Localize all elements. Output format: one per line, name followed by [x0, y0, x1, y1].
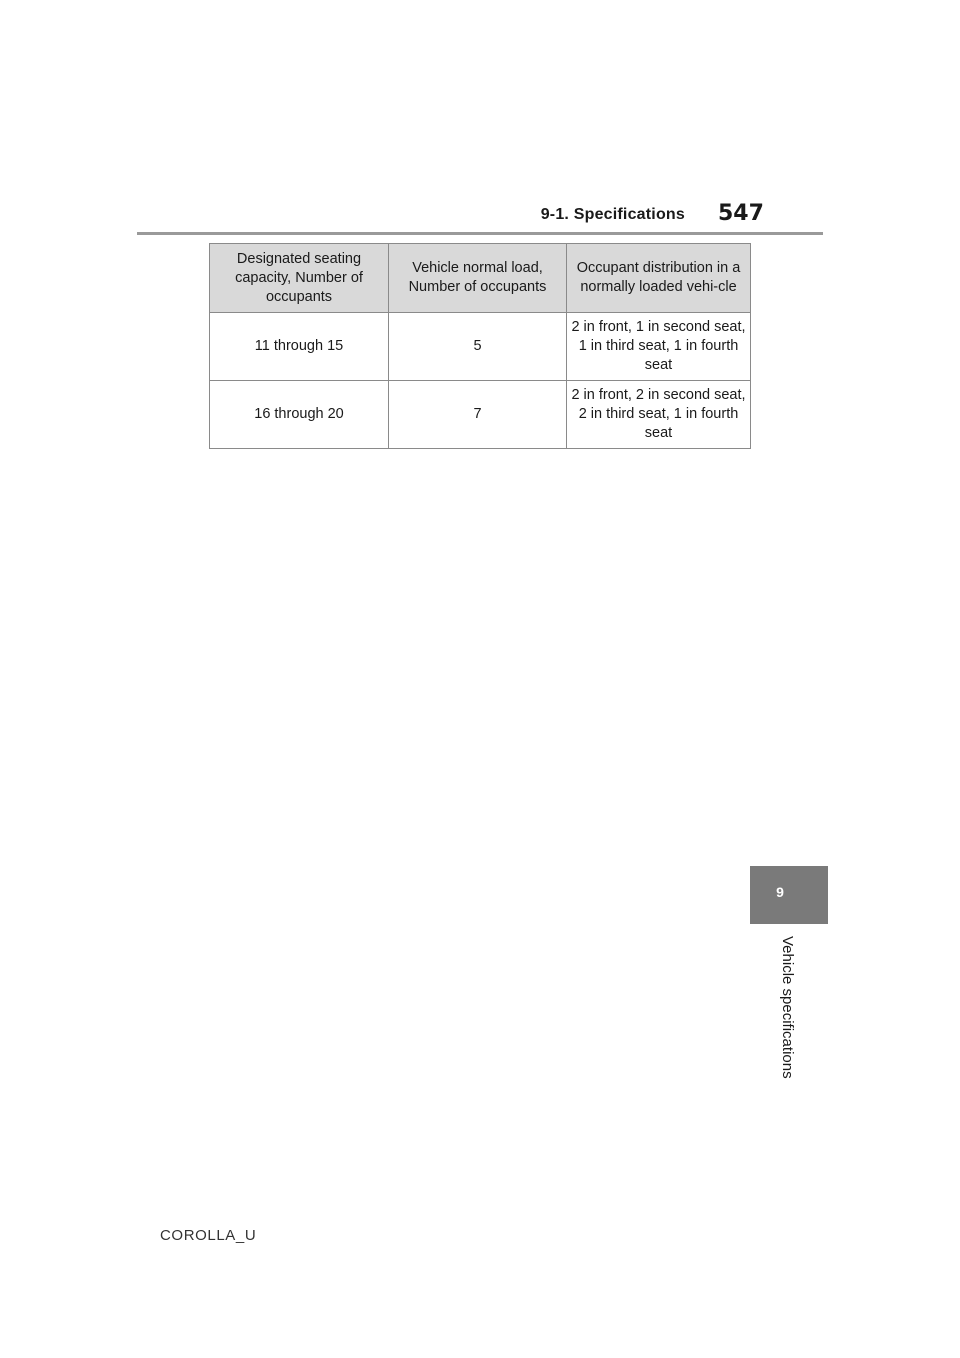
table-header-row: [210, 244, 751, 313]
cell-normal-load: 7: [389, 381, 567, 449]
table-header: [210, 244, 751, 313]
table-row: [210, 381, 751, 449]
footer-model-code: COROLLA_U: [160, 1227, 257, 1244]
table-body: [210, 313, 751, 449]
chapter-number: 9: [776, 884, 784, 900]
page-number: 547: [718, 201, 764, 226]
section-title: 9-1. Specifications: [540, 206, 685, 223]
chapter-title-vertical: [780, 936, 798, 1096]
cell-occupant-distribution: 2 in front, 1 in second seat, 1 in third seat, 1 in fourth seat: [567, 313, 751, 381]
header-normal-load: Vehicle normal load, Number of occupants: [389, 244, 567, 313]
header-occupant-distribution: Occupant distribution in a normally loaded vehi-cle: [567, 244, 751, 313]
table-row: [210, 313, 751, 381]
header-divider: [137, 232, 823, 235]
header-seating-capacity: Designated seating capacity, Number of occupants: [210, 244, 389, 313]
cell-normal-load: 5: [389, 313, 567, 381]
occupant-distribution-table: [209, 243, 751, 449]
chapter-title: Vehicle specifications: [779, 936, 796, 1079]
cell-occupant-distribution: 2 in front, 2 in second seat, 2 in third seat, 1 in fourth seat: [567, 381, 751, 449]
cell-seating-capacity: 11 through 15: [210, 313, 389, 381]
page-header: [0, 0, 960, 240]
cell-seating-capacity: 16 through 20: [210, 381, 389, 449]
chapter-tab: [750, 866, 828, 924]
